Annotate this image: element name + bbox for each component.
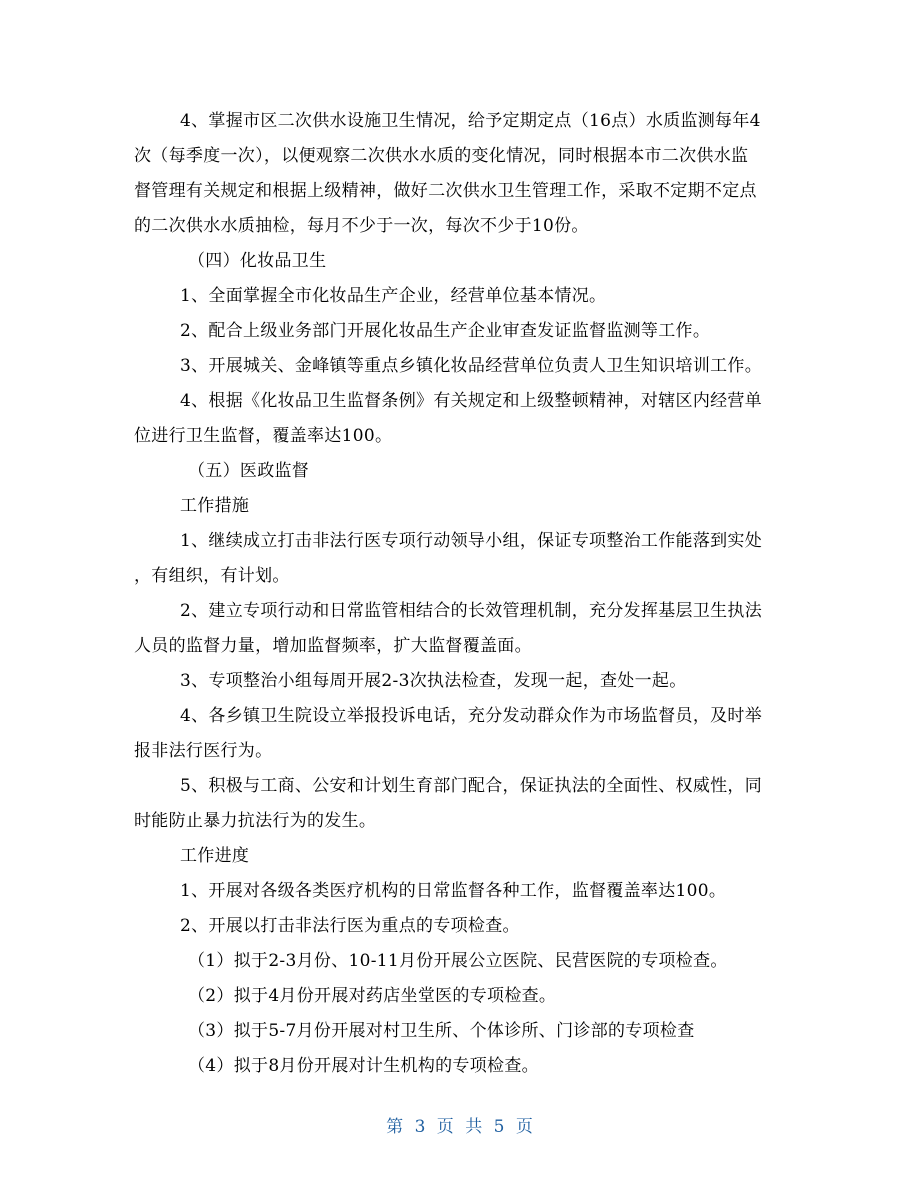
paragraph-line: 3、开展城关、金峰镇等重点乡镇化妆品经营单位负责人卫生知识培训工作。 (180, 356, 763, 376)
paragraph-line: 2、开展以打击非法行医为重点的专项检查。 (180, 916, 520, 936)
paragraph-line: 报非法行医行为。 (134, 741, 273, 761)
subsection-heading: 工作措施 (180, 496, 250, 516)
footer-label-unit2: 页 (515, 1117, 534, 1137)
section-heading: （五）医政监督 (188, 461, 310, 481)
paragraph-line: 5、积极与工商、公安和计划生育部门配合，保证执法的全面性、权威性，同 (180, 776, 763, 796)
paragraph-line: 的二次供水水质抽检，每月不少于一次，每次不少于10份。 (134, 216, 589, 236)
paragraph-line: 次（每季度一次），以便观察二次供水水质的变化情况，同时根据本市二次供水监 (134, 146, 749, 166)
page-footer (0, 1112, 920, 1137)
footer-label-page: 第 (386, 1117, 405, 1137)
footer-current-page: 3 (414, 1117, 427, 1137)
list-item: （1）拟于2-3月份、10-11月份开展公立医院、民营医院的专项检查。 (188, 951, 728, 971)
paragraph-line: ，有组织，有计划。 (134, 566, 290, 586)
paragraph-line: 4、掌握市区二次供水设施卫生情况，给予定期定点（16点）水质监测每年4 (180, 111, 761, 131)
footer-label-total: 共 (465, 1117, 484, 1137)
document-body (134, 104, 782, 1084)
paragraph-line: 1、全面掌握全市化妆品生产企业，经营单位基本情况。 (180, 286, 607, 306)
paragraph-line: 4、各乡镇卫生院设立举报投诉电话，充分发动群众作为市场监督员，及时举 (180, 706, 763, 726)
paragraph-line: 时能防止暴力抗法行为的发生。 (134, 811, 377, 831)
list-item: （2）拟于4月份开展对药店坐堂医的专项检查。 (188, 986, 557, 1006)
paragraph-line: 3、专项整治小组每周开展2-3次执法检查，发现一起，查处一起。 (180, 671, 687, 691)
section-heading: （四）化妆品卫生 (188, 251, 327, 271)
paragraph-line: 督管理有关规定和根据上级精神，做好二次供水卫生管理工作，采取不定期不定点 (134, 181, 757, 201)
list-item: （4）拟于8月份开展对计生机构的专项检查。 (188, 1056, 539, 1076)
footer-label-unit: 页 (436, 1117, 455, 1137)
paragraph-line: 人员的监督力量，增加监督频率，扩大监督覆盖面。 (134, 636, 532, 656)
list-item: （3）拟于5-7月份开展对村卫生所、个体诊所、门诊部的专项检查 (188, 1021, 695, 1041)
paragraph-line: 1、继续成立打击非法行医专项行动领导小组，保证专项整治工作能落到实处 (180, 531, 763, 551)
paragraph-line: 2、配合上级业务部门开展化妆品生产企业审查发证监督监测等工作。 (180, 321, 711, 341)
paragraph-line: 1、开展对各级各类医疗机构的日常监督各种工作，监督覆盖率达100。 (180, 881, 727, 901)
subsection-heading: 工作进度 (180, 846, 250, 866)
paragraph-line: 位进行卫生监督，覆盖率达100。 (134, 426, 393, 446)
paragraph-line: 4、根据《化妆品卫生监督条例》有关规定和上级整顿精神，对辖区内经营单 (180, 391, 763, 411)
paragraph-line: 2、建立专项行动和日常监管相结合的长效管理机制，充分发挥基层卫生执法 (180, 601, 763, 621)
footer-total-pages: 5 (493, 1117, 506, 1137)
